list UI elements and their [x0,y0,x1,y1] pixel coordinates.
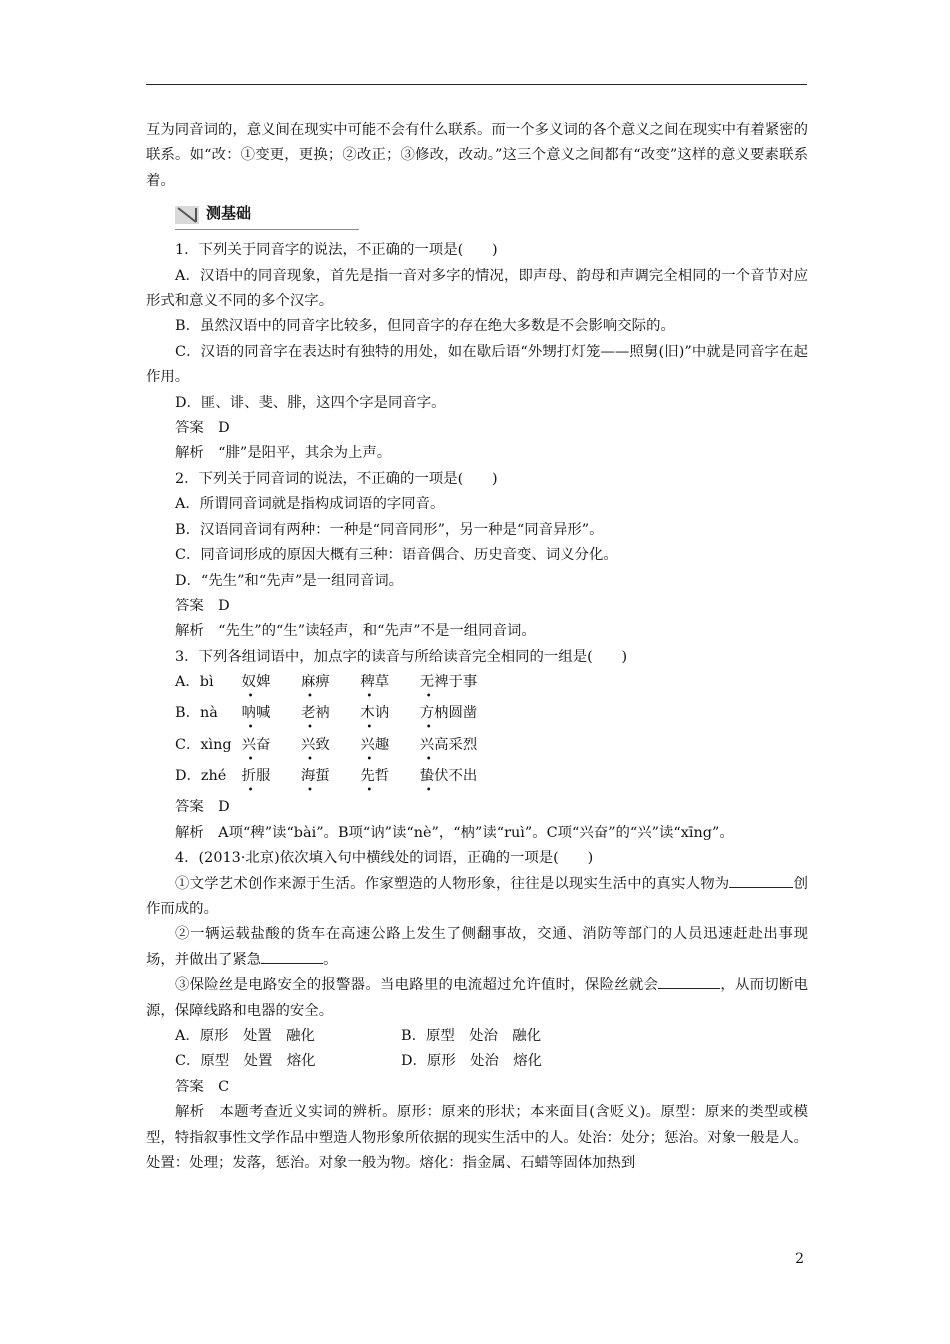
page-body [146,118,808,1176]
word: 兴趣 • [360,736,390,765]
fill-blank [261,949,323,964]
option-label: C．xìng [175,736,232,753]
diagonal-line-icon [175,206,199,224]
q1-option-d: D．匪、诽、斐、腓，这四个字是同音字。 [175,394,446,411]
q3-option-d [175,764,808,795]
q1-analysis: 解析 “腓”是阳平，其余为上声。 [175,445,392,462]
q4-options-row-2 [175,1049,808,1074]
q4-options-row-1 [175,1024,808,1049]
q4-sentence-2: ②一辆运载盐酸的货车在高速公路上发生了侧翻事故，交通、消防等部门的人员迅速赶赴出事现场，并做出了紧急 。 [146,926,808,968]
emphasis-dot: • [425,722,432,734]
q4-option-c: C．原型 处置 熔化 [175,1053,316,1070]
q2-answer: 答案 D [175,597,230,614]
q4-option-d: D．原形 处治 熔化 [401,1053,543,1070]
section-header [175,198,359,232]
page-number: 2 [795,1251,804,1267]
q2-option-a: A．所谓同音词就是指构成词语的字同音。 [175,496,445,513]
fill-blank [658,974,720,989]
word: 海蜇 • [300,768,330,797]
option-label: D．zhé [175,768,227,785]
q3-option-b [175,701,808,732]
emphasis-dot: • [366,753,373,765]
word: 老衲 • [300,705,330,734]
q4-analysis: 解析 本题考查近义实词的辨析。原形：原来的形状；本来面目(含贬义)。原型：原来的类型或模型，特指叙事性文学作品中塑造人物形象所依据的现实生活中的人。处治：处分；惩治。对象一般是人。处置：处理；发落，惩治。对象一般为物。熔化：指金属、石蜡等固体加热到 [146,1104,808,1171]
q1-option-b: B．虽然汉语中的同音字比较多，但同音字的存在绝大多数是不会影响交际的。 [175,318,675,335]
q1-option-a: A．汉语中的同音现象，首先是指一音对多字的情况，即声母、韵母和声调完全相同的一个音节对应形式和意义不同的多个汉字。 [146,267,808,310]
q2-option-c: C．同音词形成的原因大概有三种：语音偶合、历史音变、词义分化。 [175,547,618,564]
q3-answer: 答案 D [175,799,230,816]
q2-option-b: B．汉语同音词有两种：一种是“同音同形”，另一种是“同音异形”。 [175,521,604,538]
q1-stem: 1．下列关于同音字的说法，不正确的一项是( ) [175,242,498,259]
q4-answer: 答案 C [175,1078,230,1095]
emphasis-dot: • [366,785,373,797]
word: 兴致 • [300,736,330,765]
emphasis-dot: • [247,753,254,765]
q2-analysis: 解析 “先生”的“生”读轻声，和“先声”不是一组同音词。 [175,623,536,640]
word: 先哲 • [360,768,390,797]
word: 兴奋 • [241,736,271,765]
word: 兴高采烈 • [419,736,478,765]
section-underline [175,229,359,230]
emphasis-dot: • [247,722,254,734]
emphasis-dot: • [425,785,432,797]
word: 麻痹 • [300,674,330,703]
emphasis-dot: • [306,785,313,797]
word: 呐喊 • [241,705,271,734]
fill-blank [729,873,793,888]
word: 折服 • [241,768,271,797]
word: 方枘圆凿 • [419,705,478,734]
emphasis-dot: • [247,691,254,703]
q4-sentence-3: ③保险丝是电路安全的报警器。当电路里的电流超过允许值时，保险丝就会 ，从而切断电源，保障线路和电器的安全。 [146,973,808,1024]
emphasis-dot: • [306,753,313,765]
header-rule [146,84,807,85]
emphasis-dot: • [306,722,313,734]
option-label: A．bì [175,674,214,691]
intro-paragraph: 互为同音词的，意义间在现实中可能不会有什么联系。而一个多义词的各个意义之间在现实中有着紧密的联系。如“改：①变更，更换；②改正；③修改，改动。”这三个意义之间都有“改变”这样的意义要素联系着。 [146,122,808,189]
q4-sentence-1: ①文学艺术创作来源于生活。作家塑造的人物形象，往往是以现实生活中的真实人物为 创作而成的。 [146,872,808,923]
q3-option-a [175,670,808,701]
emphasis-dot: • [247,785,254,797]
emphasis-dot: • [306,691,313,703]
q2-option-d: D．“先生”和“先声”是一组同音词。 [175,572,404,589]
q3-stem: 3．下列各组词语中，加点字的读音与所给读音完全相同的一组是( ) [175,648,628,665]
q3-analysis: 解析 A项“稗”读“bài”。B项“讷”读“nè”，“枘”读“ruì”。C项“兴奋”的“兴”读“xīng”。 [175,824,734,841]
emphasis-dot: • [366,722,373,734]
word: 奴婢 • [241,674,271,703]
q3-option-c [175,733,808,764]
section-title: 测基础 [206,204,252,223]
emphasis-dot: • [425,753,432,765]
q1-answer: 答案 D [175,420,230,437]
option-label: B．nà [175,705,218,722]
q4-option-b: B．原型 处治 融化 [401,1027,542,1044]
emphasis-dot: • [366,691,373,703]
q4-stem: 4．(2013·北京)依次填入句中横线处的词语，正确的一项是( ) [175,850,594,867]
q2-stem: 2．下列关于同音词的说法，不正确的一项是( ) [175,470,498,487]
word: 木讷 • [360,705,390,734]
q1-option-c: C．汉语的同音字在表达时有独特的用处，如在歇后语“外甥打灯笼——照舅(旧)”中就是同音字在起作用。 [146,343,808,386]
word: 蛰伏不出 • [419,768,478,797]
word: 无裨于事 • [419,674,478,703]
emphasis-dot: • [425,691,432,703]
word: 稗草 • [360,674,390,703]
q4-option-a: A．原形 处置 融化 [175,1027,315,1044]
